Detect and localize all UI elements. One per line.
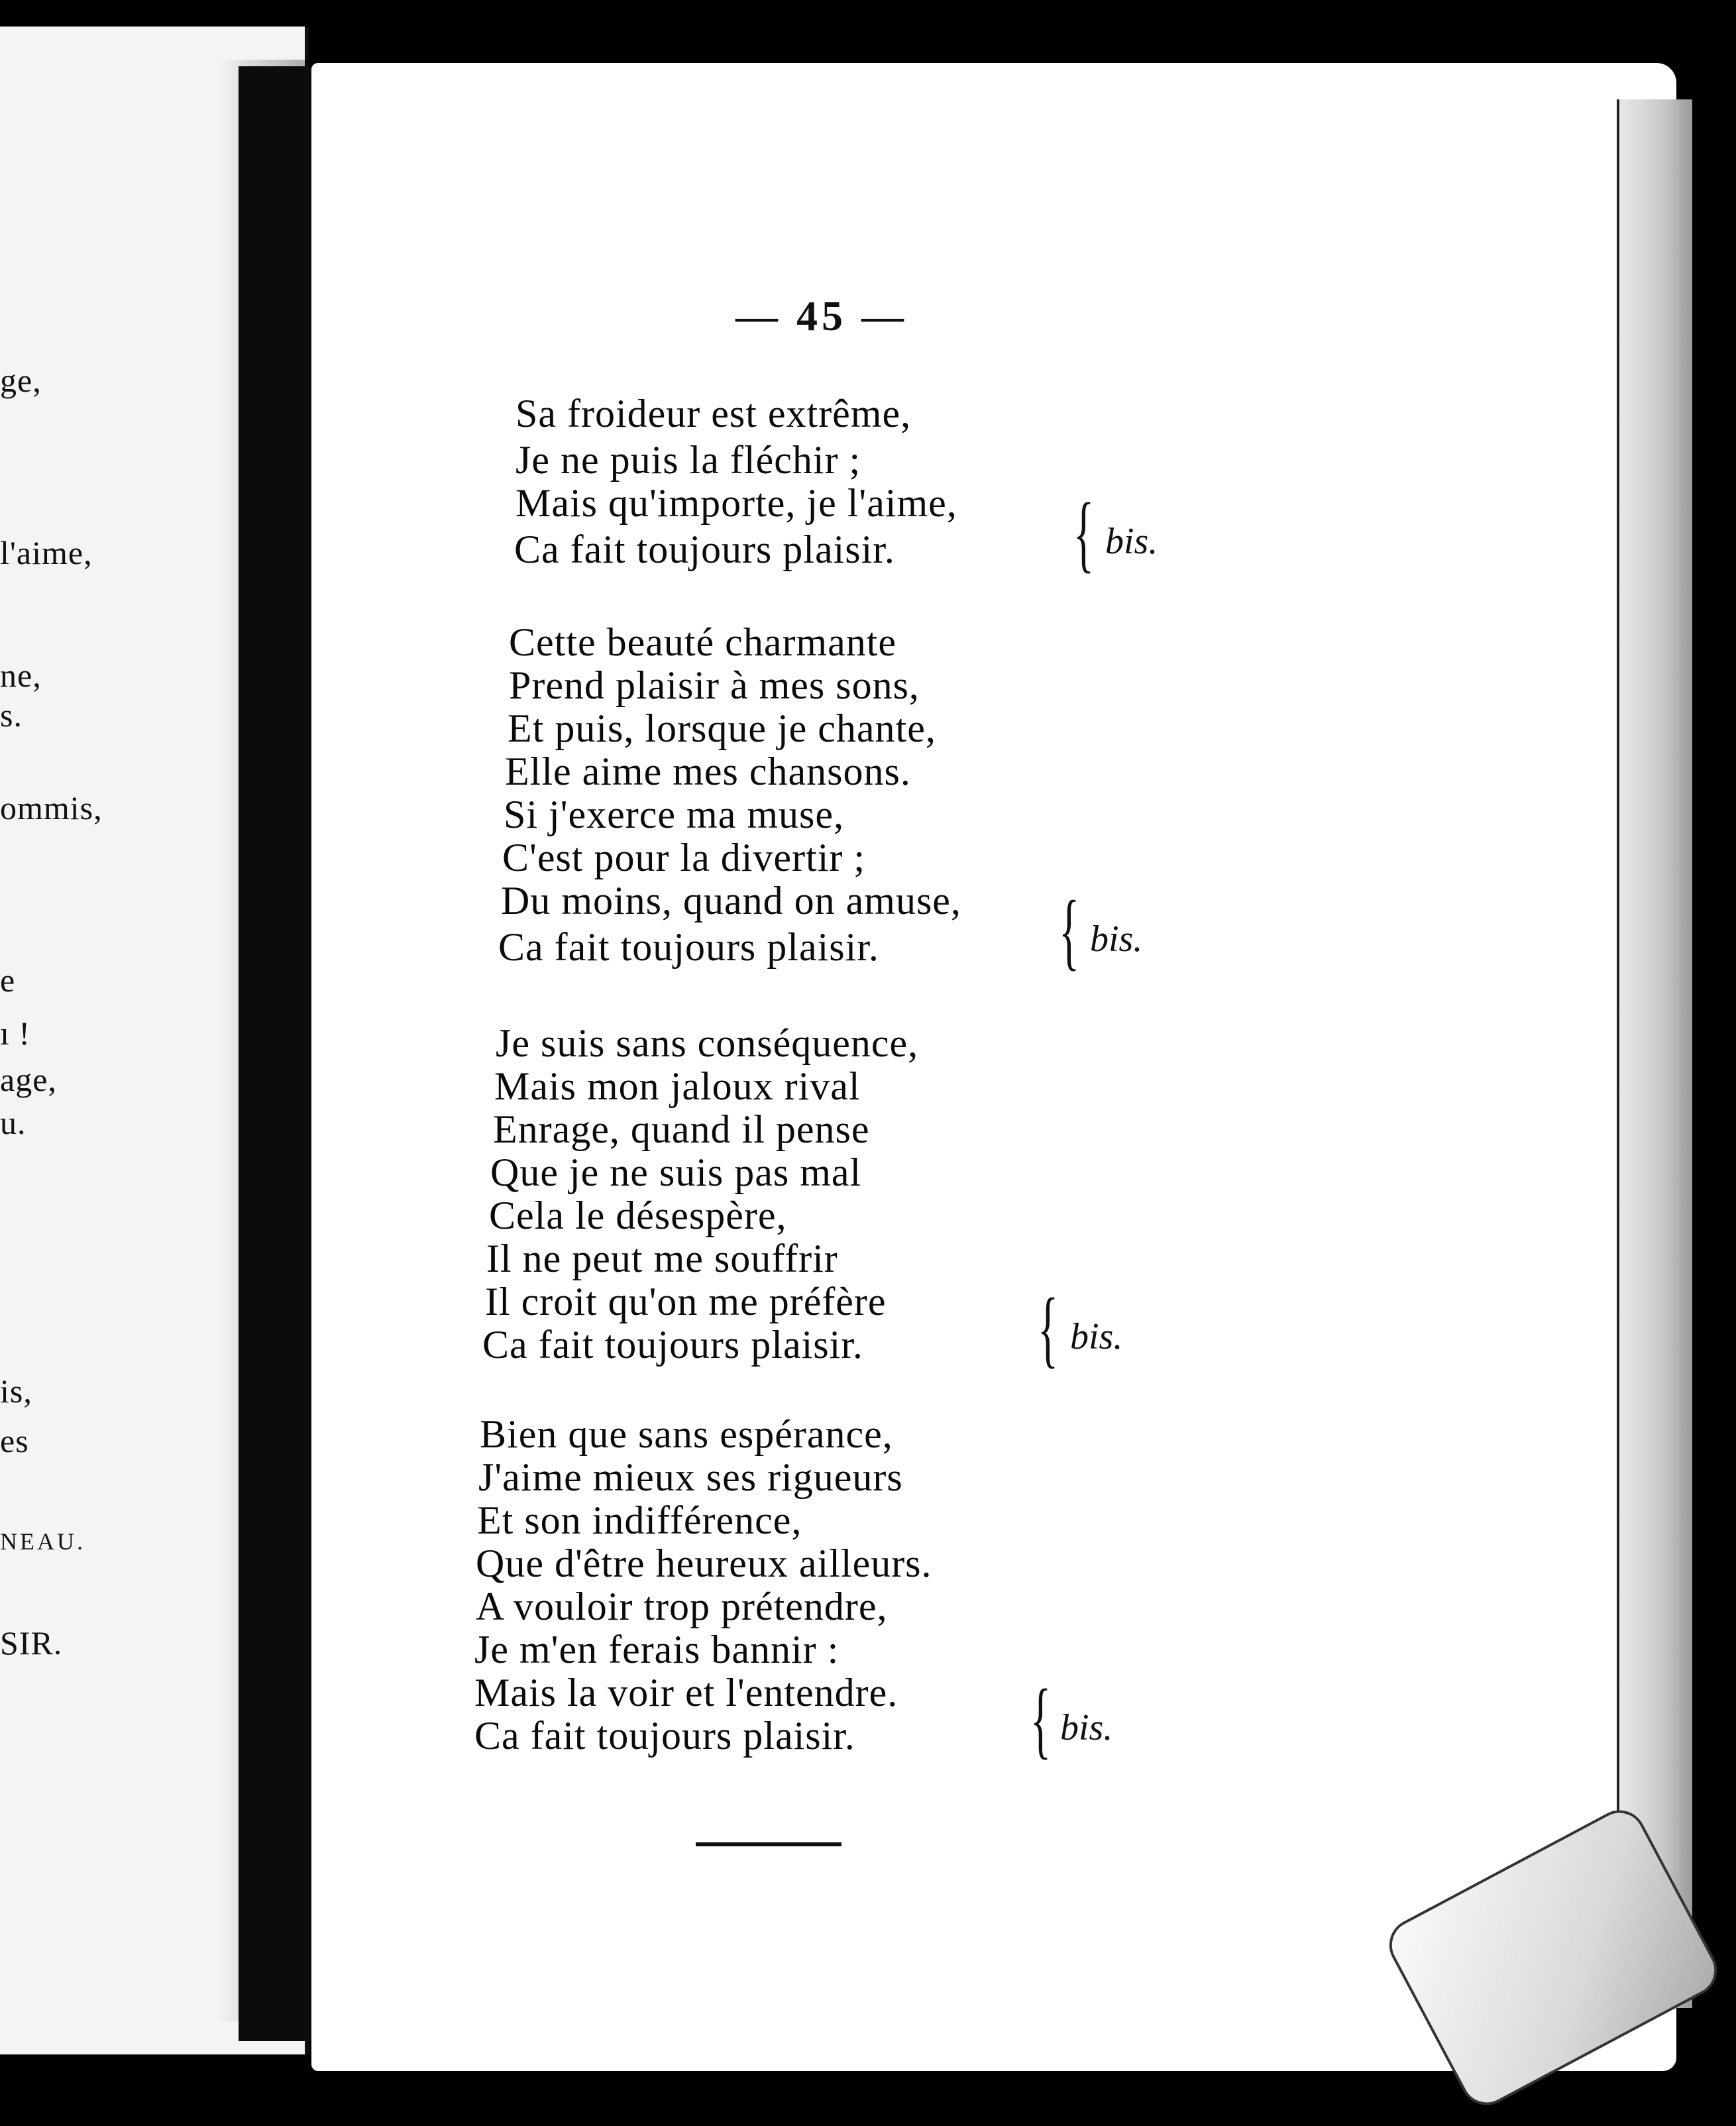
- verse-line: Ca fait toujours plaisir.: [474, 1714, 855, 1758]
- verse-line: Que d'être heureux ailleurs.: [476, 1541, 932, 1585]
- verse-line: Ca fait toujours plaisir.: [482, 1323, 863, 1367]
- verse-line: Ca fait toujours plaisir.: [514, 528, 895, 571]
- left-fragment: is,: [0, 1372, 32, 1410]
- verse-line: Que je ne suis pas mal: [490, 1150, 862, 1194]
- verse-line: Si j'exerce ma muse,: [504, 793, 844, 836]
- left-fragment: ge,: [0, 362, 42, 399]
- refrain-brace-icon: {: [1073, 486, 1095, 581]
- end-rule: [696, 1842, 841, 1846]
- left-fragment: l'aime,: [0, 534, 93, 571]
- page-stack-edge: [1617, 99, 1692, 2008]
- verse-line: C'est pour la divertir ;: [502, 836, 866, 879]
- left-fragment: NEAU.: [0, 1528, 85, 1555]
- verse-line: Cette beauté charmante: [509, 620, 897, 664]
- verse-line: Je m'en ferais bannir :: [474, 1628, 840, 1671]
- bis-marker: bis.: [1090, 919, 1143, 960]
- left-fragment: s.: [0, 697, 23, 734]
- verse-line: Et puis, lorsque je chante,: [508, 706, 936, 750]
- left-fragment: e: [0, 962, 16, 999]
- verse-line: Mais la voir et l'entendre.: [474, 1671, 898, 1714]
- left-fragment: ne,: [0, 657, 42, 694]
- left-fragment: ommis,: [0, 789, 103, 826]
- verse-line: Je suis sans conséquence,: [496, 1021, 919, 1065]
- refrain-brace-icon: {: [1038, 1281, 1059, 1376]
- bis-marker: bis.: [1105, 521, 1158, 562]
- left-fragment: es: [0, 1422, 29, 1459]
- left-fragment: SIR.: [0, 1624, 63, 1661]
- verse-line: Du moins, quand on amuse,: [501, 879, 961, 923]
- verse-line: Mais qu'importe, je l'aime,: [515, 481, 957, 525]
- verse-line: Il ne peut me souffrir: [486, 1237, 838, 1280]
- left-fragment: age,: [0, 1061, 57, 1098]
- refrain-brace-icon: {: [1059, 883, 1080, 979]
- verse-line: Cela le désespère,: [489, 1194, 787, 1237]
- verse-line: Je ne puis la fléchir ;: [515, 438, 861, 482]
- verse-line: Et son indifférence,: [477, 1498, 802, 1542]
- verse-line: Sa froideur est extrême,: [515, 392, 912, 435]
- refrain-brace-icon: {: [1030, 1672, 1052, 1767]
- verse-line: Ca fait toujours plaisir.: [498, 925, 879, 969]
- verse-line: Bien que sans espérance,: [480, 1412, 893, 1456]
- bis-marker: bis.: [1070, 1316, 1123, 1357]
- bis-marker: bis.: [1060, 1707, 1113, 1748]
- verse-line: J'aime mieux ses rigueurs: [478, 1455, 903, 1499]
- verse-line: Il croit qu'on me préfère: [485, 1280, 887, 1323]
- page-number: — 45 —: [735, 292, 908, 339]
- verse-line: Elle aime mes chansons.: [505, 750, 911, 793]
- verse-line: A vouloir trop prétendre,: [476, 1585, 888, 1628]
- verse-line: Enrage, quand il pense: [493, 1107, 870, 1151]
- verse-line: Mais mon jaloux rival: [494, 1064, 861, 1108]
- verse-line: Prend plaisir à mes sons,: [509, 663, 920, 707]
- left-fragment: u.: [0, 1104, 27, 1141]
- left-fragment: ı !: [0, 1015, 31, 1052]
